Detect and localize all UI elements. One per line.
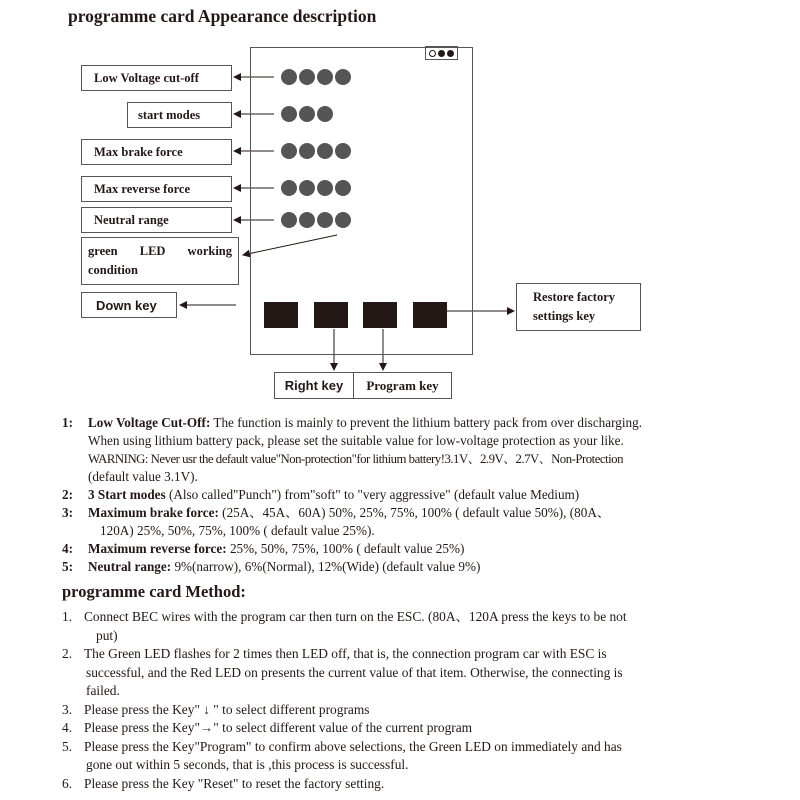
led-icon <box>299 143 315 159</box>
item-number: 4: <box>62 541 73 556</box>
desc-item-2 <box>62 486 782 504</box>
page-title: programme card Appearance description <box>68 6 377 26</box>
item-number: 5: <box>62 559 73 574</box>
led-icon <box>281 143 297 159</box>
item-text: (25A、45A、60A) 50%, 25%, 75%, 100% ( default value 50%), (80A、 <box>218 505 611 520</box>
led-icon <box>317 106 333 122</box>
method-title: programme card Method: <box>62 582 246 601</box>
step-number: 4. <box>62 720 73 735</box>
method-step-6 <box>62 775 782 794</box>
item-text: 9%(narrow), 6%(Normal), 12%(Wide) (default value 9%) <box>171 559 481 574</box>
led-row-neutral <box>281 212 351 228</box>
item-text: (default value 3.1V). <box>88 469 198 484</box>
label-brake-force: Max brake force <box>81 139 232 165</box>
label-reverse-force: Max reverse force <box>81 176 232 202</box>
step-text: gone out within 5 seconds, that is ,this process is successful. <box>86 757 409 772</box>
led-row-low-voltage <box>281 69 351 85</box>
method-step-2 <box>62 645 782 664</box>
step-text: Please press the Key"Program" to confirm above selections, the Green LED on immediately and has <box>84 738 622 754</box>
label-down-key: Down key <box>81 292 177 318</box>
step-number: 5. <box>62 738 73 754</box>
item-heading: Low Voltage Cut-Off: <box>88 415 211 430</box>
item-number: 2: <box>62 487 73 502</box>
item-text: When using lithium battery pack, please set the suitable value for low-voltage protection as your like. <box>88 433 624 448</box>
label-program-key: Program key <box>366 377 439 393</box>
led-row-reverse <box>281 180 351 196</box>
method-steps <box>62 608 782 793</box>
step-number: 2. <box>62 646 73 661</box>
green-led-word: green <box>88 244 118 258</box>
bottom-key-labels <box>274 372 452 399</box>
green-led-line2: condition <box>88 263 139 277</box>
step-text: failed. <box>86 683 120 698</box>
led-icon <box>299 106 315 122</box>
restore-line2: settings key <box>533 309 596 323</box>
item-number: 3: <box>62 505 73 520</box>
led-icon <box>281 106 297 122</box>
pin-icon <box>447 50 454 57</box>
step-text: The Green LED flashes for 2 times then LED off, that is, the connection program car with ESC is <box>84 646 607 661</box>
led-icon <box>299 180 315 196</box>
label-low-voltage: Low Voltage cut-off <box>81 65 232 91</box>
item-text: 25%, 50%, 75%, 100% ( default value 25%) <box>226 541 465 556</box>
item-text: The function is mainly to prevent the lithium battery pack from over discharging. <box>210 415 643 430</box>
restore-line1: Restore factory <box>533 290 616 304</box>
restore-key-button[interactable] <box>413 302 447 328</box>
led-icon <box>317 69 333 85</box>
desc-item-1 <box>62 414 782 432</box>
step-number: 3. <box>62 701 73 717</box>
down-key-button[interactable] <box>264 302 298 328</box>
method-step-4 <box>62 719 782 738</box>
desc-item-3 <box>62 504 782 522</box>
step-text: Please press the Key" ↓ " to select different programs <box>84 701 370 717</box>
item-heading: Maximum brake force: <box>88 505 219 520</box>
item-heading: Neutral range: <box>88 559 172 574</box>
led-icon <box>281 180 297 196</box>
description-list <box>62 414 782 576</box>
step-text: put) <box>96 627 118 643</box>
pin-icon <box>429 50 436 57</box>
led-icon <box>299 69 315 85</box>
item-text: 120A) 25%, 50%, 75%, 100% ( default value 25%). <box>100 523 375 538</box>
step-text: Please press the Key "Reset" to reset the factory setting. <box>84 775 385 791</box>
step-number: 6. <box>62 775 73 791</box>
step-text: Please press the Key"→" to select different value of the current program <box>84 720 473 735</box>
led-icon <box>299 212 315 228</box>
led-icon <box>335 180 351 196</box>
connector-icon <box>425 46 458 60</box>
step-number: 1. <box>62 609 73 624</box>
label-restore-factory <box>516 283 641 331</box>
warning-text: WARNING: Never usr the default value"Non-protection"for lithium battery!3.1V、2.9V、2.7V、Non-Protection <box>88 452 623 466</box>
led-icon <box>281 69 297 85</box>
label-neutral-range: Neutral range <box>81 207 232 233</box>
step-text: successful, and the Red LED on presents the current value of that item. Otherwise, the connecting is <box>86 664 623 680</box>
desc-item-4 <box>62 540 782 558</box>
step-text: Connect BEC wires with the program car then turn on the ESC. (80A、120A press the keys to be not <box>84 609 627 624</box>
label-start-modes: start modes <box>127 102 232 128</box>
green-led-word: working <box>187 244 232 258</box>
led-icon <box>335 143 351 159</box>
led-icon <box>281 212 297 228</box>
desc-item-5 <box>62 558 782 576</box>
led-row-brake <box>281 143 351 159</box>
method-step-1 <box>62 608 782 627</box>
label-green-led <box>81 237 239 285</box>
item-heading: 3 Start modes <box>88 487 166 502</box>
green-led-word: LED <box>139 244 166 258</box>
led-icon <box>335 69 351 85</box>
right-key-button[interactable] <box>314 302 348 328</box>
pin-icon <box>438 50 445 57</box>
led-icon <box>317 180 333 196</box>
label-right-key: Right key <box>275 373 354 398</box>
led-row-start-modes <box>281 106 333 122</box>
item-heading: Maximum reverse force: <box>88 541 227 556</box>
led-icon <box>335 212 351 228</box>
led-icon <box>317 212 333 228</box>
method-step-5 <box>62 738 782 757</box>
item-number: 1: <box>62 415 73 430</box>
program-key-button[interactable] <box>363 302 397 328</box>
item-text: (Also called"Punch") from"soft" to "very aggressive" (default value Medium) <box>165 487 580 502</box>
led-icon <box>317 143 333 159</box>
method-step-3 <box>62 701 782 720</box>
